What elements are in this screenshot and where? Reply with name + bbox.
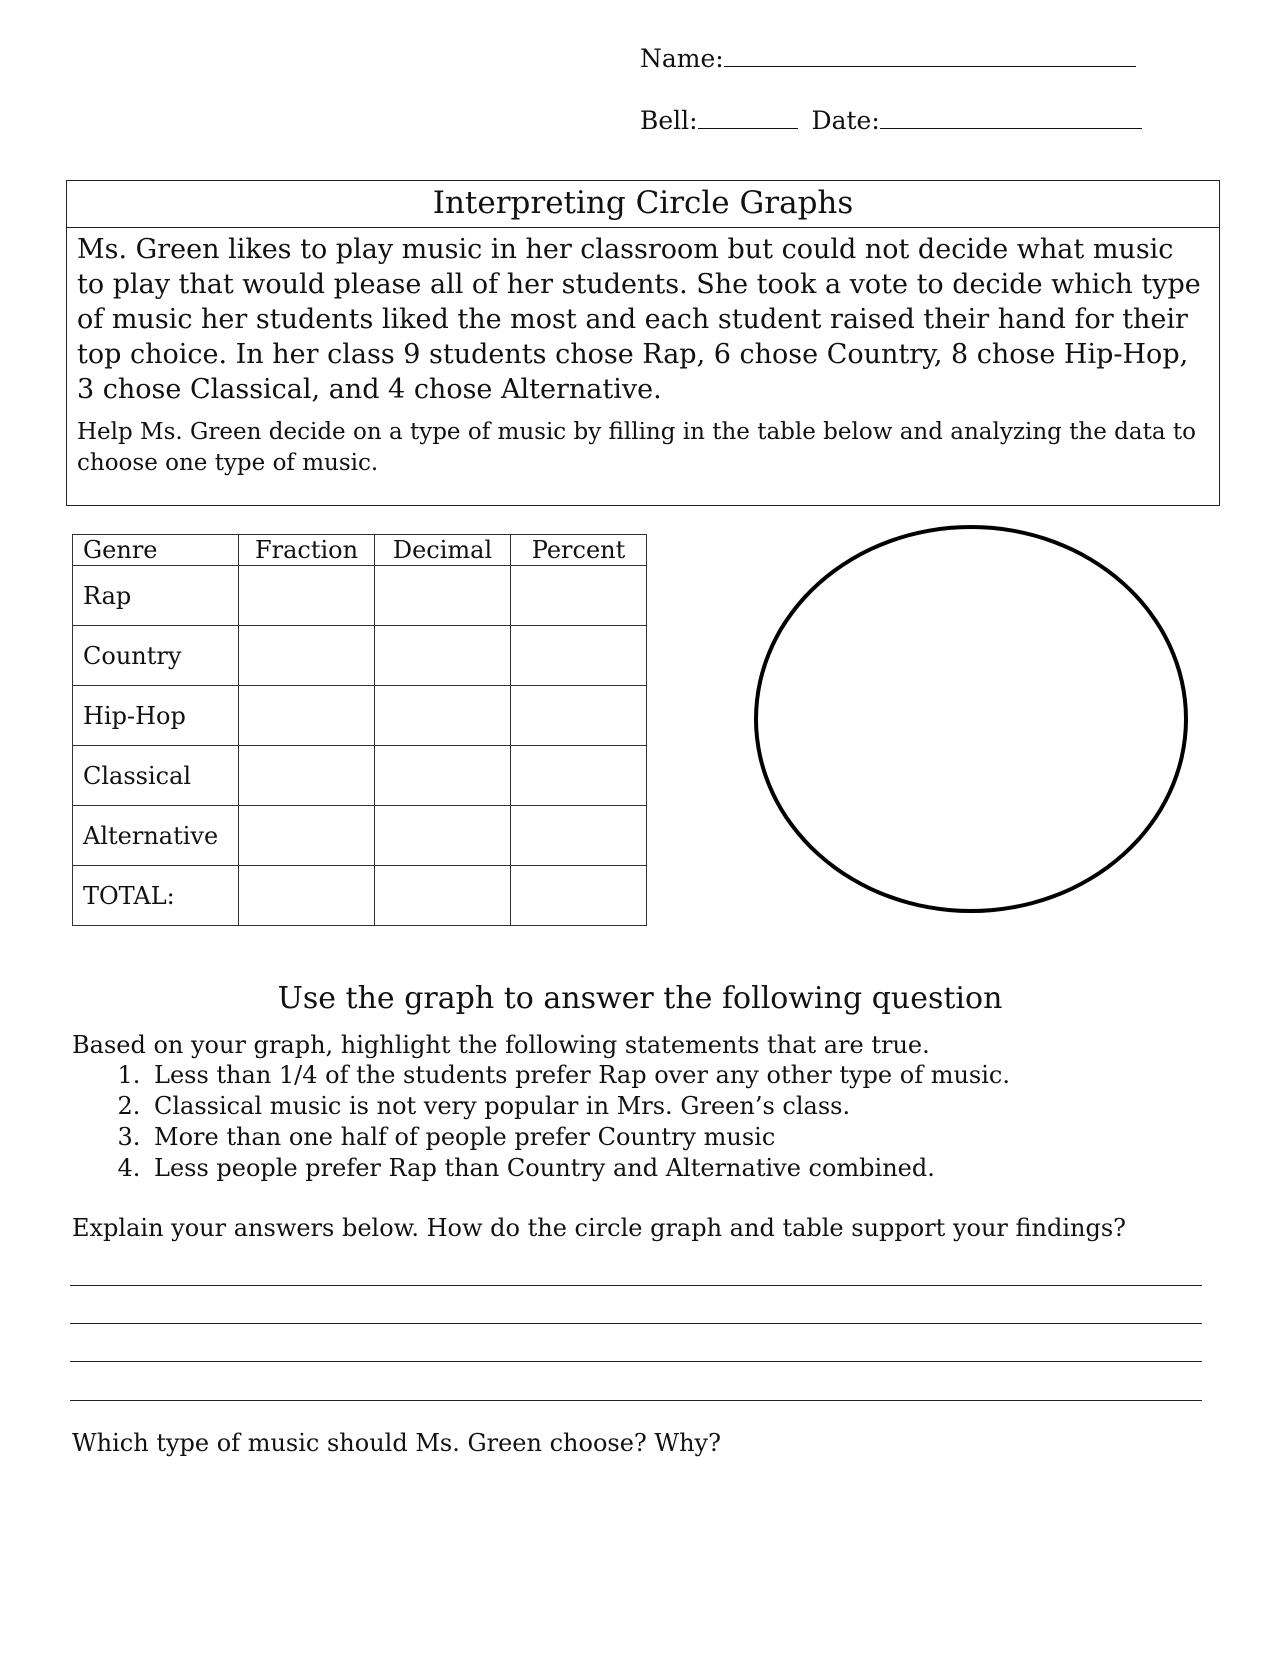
table-header-row — [73, 535, 647, 566]
fraction-cell[interactable] — [239, 566, 375, 626]
percent-cell[interactable] — [511, 566, 647, 626]
bell-blank[interactable] — [698, 108, 798, 129]
bell-date-field[interactable] — [640, 106, 1142, 135]
answer-line[interactable] — [70, 1400, 1202, 1401]
fraction-cell[interactable] — [239, 626, 375, 686]
percent-cell[interactable] — [511, 686, 647, 746]
explain-prompt: Explain your answers below. How do the circle graph and table support your findings? — [72, 1214, 1127, 1242]
genre-cell: Classical — [73, 746, 239, 806]
statement-item[interactable]: 3. More than one half of people prefer Country music — [148, 1122, 1010, 1153]
genre-cell: Rap — [73, 566, 239, 626]
genre-cell: Alternative — [73, 806, 239, 866]
table-total-row — [73, 866, 647, 926]
answer-line[interactable] — [70, 1285, 1202, 1286]
instructions-box — [66, 180, 1220, 506]
genre-cell: Country — [73, 626, 239, 686]
percent-cell[interactable] — [511, 626, 647, 686]
name-blank[interactable] — [724, 46, 1136, 67]
decimal-cell[interactable] — [375, 746, 511, 806]
statements-list — [100, 1060, 1010, 1184]
percent-cell[interactable] — [511, 746, 647, 806]
decimal-cell[interactable] — [375, 866, 511, 926]
fraction-cell[interactable] — [239, 806, 375, 866]
page-title: Interpreting Circle Graphs — [67, 181, 1219, 228]
fraction-cell[interactable] — [239, 866, 375, 926]
date-label: Date: — [811, 106, 880, 135]
header-fraction: Fraction — [239, 535, 375, 566]
decimal-cell[interactable] — [375, 626, 511, 686]
genre-cell: Hip-Hop — [73, 686, 239, 746]
header-percent: Percent — [511, 535, 647, 566]
decimal-cell[interactable] — [375, 566, 511, 626]
percent-cell[interactable] — [511, 806, 647, 866]
date-blank[interactable] — [880, 108, 1142, 129]
story-paragraph: Ms. Green likes to play music in her classroom but could not decide what music to play that would please all of her students. She took a vote to decide which type of music her students liked the most and each student raised their hand for their top choice. In her class 9 students chose Rap, 6 chose Country, 8 chose Hip-Hop, 3 chose Classical, and 4 chose Alternative. — [77, 234, 1201, 405]
table-row — [73, 626, 647, 686]
percent-cell[interactable] — [511, 866, 647, 926]
fraction-cell[interactable] — [239, 746, 375, 806]
table-row — [73, 746, 647, 806]
fraction-cell[interactable] — [239, 686, 375, 746]
name-label: Name: — [640, 44, 724, 73]
header-genre: Genre — [73, 535, 239, 566]
bell-label: Bell: — [640, 106, 698, 135]
answer-line[interactable] — [70, 1323, 1202, 1324]
help-paragraph: Help Ms. Green decide on a type of music by filling in the table below and analyzing the data to choose one type of music. — [77, 419, 1196, 476]
statement-item[interactable]: 1. Less than 1/4 of the students prefer Rap over any other type of music. — [148, 1060, 1010, 1091]
statement-item[interactable]: 2. Classical music is not very popular in Mrs. Green’s class. — [148, 1091, 1010, 1122]
statement-item[interactable]: 4. Less people prefer Rap than Country and Alternative combined. — [148, 1153, 1010, 1184]
question-intro: Based on your graph, highlight the following statements that are true. — [72, 1031, 930, 1059]
blank-circle-graph[interactable] — [754, 525, 1188, 913]
decimal-cell[interactable] — [375, 806, 511, 866]
genre-table — [72, 534, 647, 926]
question-heading: Use the graph to answer the following question — [277, 981, 1003, 1016]
table-row — [73, 806, 647, 866]
total-label-cell: TOTAL: — [73, 866, 239, 926]
header-decimal: Decimal — [375, 535, 511, 566]
table-row — [73, 566, 647, 626]
decimal-cell[interactable] — [375, 686, 511, 746]
table-row — [73, 686, 647, 746]
answer-line[interactable] — [70, 1361, 1202, 1362]
name-field[interactable] — [640, 44, 1136, 73]
final-question: Which type of music should Ms. Green choose? Why? — [72, 1429, 721, 1457]
